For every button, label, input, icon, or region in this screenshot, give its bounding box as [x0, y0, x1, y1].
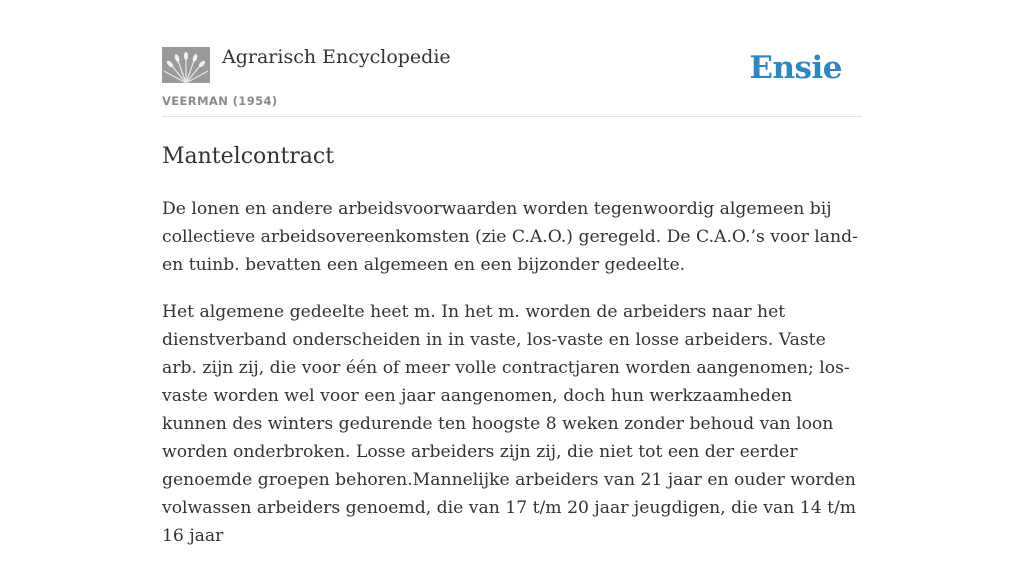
- article-page: [162, 0, 862, 569]
- article-title: Mantelcontract: [162, 144, 335, 169]
- edition-label: VEERMAN (1954): [162, 94, 278, 108]
- header: [162, 0, 862, 117]
- wheat-icon[interactable]: [162, 47, 210, 83]
- article-paragraph: De lonen en andere arbeidsvoorwaarden worden tegenwoordig algemeen bij collectieve arbeidsovereenkomsten (zie C.A.O.) geregeld. De C.A.O.’s voor land- en tuinb. bevatten een algemeen en een bijzonder gedeelte.: [162, 199, 858, 275]
- encyclopedia-title[interactable]: Agrarisch Encyclopedie: [222, 46, 451, 68]
- brand-logo[interactable]: Ensie: [749, 50, 842, 86]
- article-paragraph: Het algemene gedeelte heet m. In het m. worden de arbeiders naar het dienstverband onderscheiden in in vaste, los-vaste en losse arbeiders. Vaste arb. zijn zij, die voor één of meer volle contractjaren worden aangenomen; los-vaste worden wel voor een jaar aangenomen, doch hun werkzaamheden kunnen des winters gedurende ten hoogste 8 weken zonder behoud van loon worden onderbroken. Losse arbeiders zijn zij, die niet tot een der eerder genoemde groepen behoren.Mannelijke arbeiders van 21 jaar en ouder worden volwassen arbeiders genoemd, die van 17 t/m 20 jaar jeugdigen, die van 14 t/m 16 jaar: [162, 302, 857, 546]
- article-body: [162, 195, 862, 550]
